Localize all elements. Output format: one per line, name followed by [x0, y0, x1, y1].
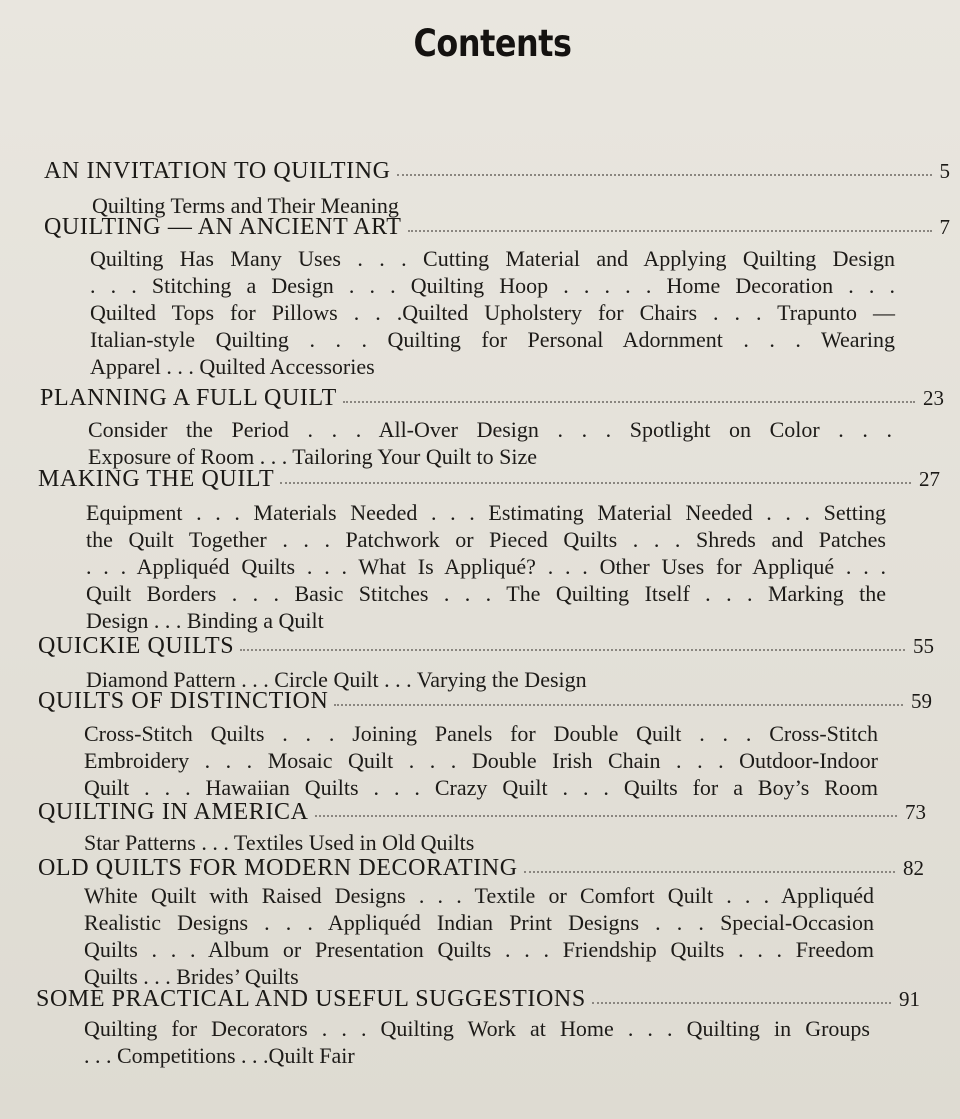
toc-entry-heading[interactable]	[44, 158, 950, 188]
dot-leader	[280, 482, 911, 484]
page-number: 7	[939, 215, 950, 239]
subtopic-line: Star Patterns . . . Textiles Used in Old Quilts	[84, 830, 475, 855]
toc-entry-heading[interactable]	[36, 986, 920, 1016]
chapter-title: SOME PRACTICAL AND USEFUL SUGGESTIONS	[36, 986, 586, 1012]
subtopic-line: Quilts . . . Album or Presentation Quilts . . . Friendship Quilts . . . Freedom	[84, 937, 874, 962]
chapter-title: PLANNING A FULL QUILT	[40, 385, 337, 411]
toc-entry-heading[interactable]	[44, 214, 950, 244]
toc-entry-heading[interactable]	[38, 799, 926, 829]
page-number: 91	[899, 987, 920, 1011]
dot-leader	[240, 649, 905, 651]
subtopic-line: Consider the Period . . . All-Over Design . . . Spotlight on Color . . .	[88, 417, 892, 442]
page-number: 73	[905, 800, 926, 824]
subtopic-line: Exposure of Room . . . Tailoring Your Quilt to Size	[88, 444, 538, 469]
toc-entry-heading[interactable]	[38, 633, 934, 663]
subtopic-line: Quilts . . . Brides’ Quilts	[84, 964, 299, 989]
dot-leader	[592, 1002, 891, 1004]
chapter-title: QUILTING IN AMERICA	[38, 799, 309, 825]
toc-entry-heading[interactable]	[38, 466, 940, 496]
subtopic-line: Realistic Designs . . . Appliquéd Indian Print Designs . . . Special-Occasion	[84, 910, 874, 935]
subtopic-line: . . . Competitions . . .Quilt Fair	[84, 1043, 355, 1068]
page-number: 59	[911, 689, 932, 713]
page-title: Contents	[413, 22, 572, 65]
chapter-title: QUICKIE QUILTS	[38, 633, 235, 659]
page-number: 23	[923, 386, 944, 410]
chapter-title: AN INVITATION TO QUILTING	[44, 158, 391, 184]
dot-leader	[343, 401, 915, 403]
subtopic-line: Quilting Terms and Their Meaning	[92, 193, 399, 218]
subtopic-line: Quilt . . . Hawaiian Quilts . . . Crazy Quilt . . . Quilts for a Boy’s Room	[84, 775, 878, 800]
subtopic-line: Quilt Borders . . . Basic Stitches . . . The Quilting Itself . . . Marking the	[86, 581, 886, 606]
page-number: 55	[913, 634, 934, 658]
chapter-title: QUILTING — AN ANCIENT ART	[44, 214, 402, 240]
chapter-title: QUILTS OF DISTINCTION	[38, 688, 329, 714]
subtopic-line: Italian-style Quilting . . . Quilting for Personal Adornment . . . Wearing	[90, 327, 895, 352]
subtopic-line: Equipment . . . Materials Needed . . . Estimating Material Needed . . . Setting	[86, 500, 886, 525]
toc-entry-heading[interactable]	[38, 688, 932, 718]
chapter-title: MAKING THE QUILT	[38, 466, 275, 492]
subtopic-line: Quilting for Decorators . . . Quilting Work at Home . . . Quilting in Groups	[84, 1016, 870, 1041]
subtopic-line: the Quilt Together . . . Patchwork or Pieced Quilts . . . Shreds and Patches	[86, 527, 886, 552]
subtopic-line: Diamond Pattern . . . Circle Quilt . . . Varying the Design	[86, 667, 587, 692]
subtopic-line: Design . . . Binding a Quilt	[86, 608, 324, 633]
dot-leader	[315, 815, 897, 817]
subtopic-line: Apparel . . . Quilted Accessories	[90, 354, 375, 379]
subtopic-line: Quilting Has Many Uses . . . Cutting Material and Applying Quilting Design	[90, 246, 895, 271]
dot-leader	[334, 704, 903, 706]
dot-leader	[397, 174, 932, 176]
subtopic-line: . . . Stitching a Design . . . Quilting Hoop . . . . . Home Decoration . . .	[90, 273, 895, 298]
page-number: 82	[903, 856, 924, 880]
page-number: 5	[939, 159, 950, 183]
toc-entry-heading[interactable]	[38, 855, 924, 885]
subtopic-line: . . . Appliquéd Quilts . . . What Is Appliqué? . . . Other Uses for Appliqué . . .	[86, 554, 886, 579]
dot-leader	[524, 871, 895, 873]
subtopic-line: Embroidery . . . Mosaic Quilt . . . Double Irish Chain . . . Outdoor-Indoor	[84, 748, 878, 773]
subtopic-line: Quilted Tops for Pillows . . .Quilted Upholstery for Chairs . . . Trapunto —	[90, 300, 895, 325]
chapter-title: OLD QUILTS FOR MODERN DECORATING	[38, 855, 518, 881]
subtopic-line: White Quilt with Raised Designs . . . Textile or Comfort Quilt . . . Appliquéd	[84, 883, 874, 908]
subtopic-line: Cross-Stitch Quilts . . . Joining Panels for Double Quilt . . . Cross-Stitch	[84, 721, 878, 746]
page-number: 27	[919, 467, 940, 491]
dot-leader	[408, 230, 932, 232]
toc-entry-heading[interactable]	[40, 385, 944, 415]
